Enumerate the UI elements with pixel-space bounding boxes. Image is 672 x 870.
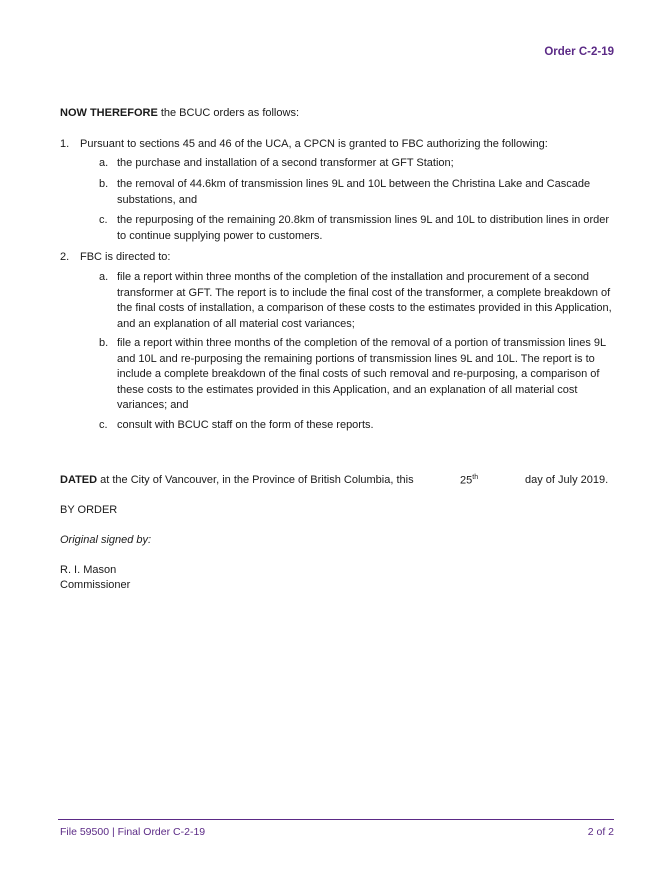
item-number: 1. — [60, 138, 70, 150]
signatory-name: R. I. Mason — [60, 564, 117, 576]
sub-letter: b. — [99, 178, 109, 190]
sub-letter: b. — [99, 337, 109, 349]
item-text: FBC is directed to: — [80, 251, 171, 263]
item-text: Pursuant to sections 45 and 46 of the UCA, a CPCN is granted to FBC authorizing the following: — [80, 138, 548, 150]
order-number: Order C-2-19 — [544, 46, 614, 58]
sub-text: the purchase and installation of a second transformer at GFT Station; — [117, 157, 454, 169]
dated-text — [60, 474, 414, 486]
sub-text: file a report within three months of the completion of the removal of a portion of transmission lines 9L and 10L and re-purposing the remaining portions of transmission lines 9L and 10L. The report is to include a complete breakdown of the final costs of such removal and re-purposing, a comparison of these costs to the estimates provided in this Application, and an explanation of all material cost variances; and — [117, 337, 606, 411]
by-order: BY ORDER — [60, 504, 118, 516]
sub-letter: a. — [99, 271, 109, 283]
dated-day — [460, 474, 478, 487]
day-number: 25 — [460, 474, 473, 487]
sub-letter: c. — [99, 214, 108, 226]
sub-letter: a. — [99, 157, 109, 169]
dated-bold: DATED — [60, 474, 98, 486]
sub-text: file a report within three months of the completion of the installation and procurement of a second transformer at GFT. The report is to include the final cost of the transformer, a complete breakdown of the final costs of installation, a comparison of these costs to the estimates provided in this Application, and an explanation of all material cost variances; — [117, 271, 612, 330]
item-number: 2. — [60, 251, 70, 263]
dated-rest: at the City of Vancouver, in the Province of British Columbia, this — [97, 474, 414, 486]
sub-text: the repurposing of the remaining 20.8km of transmission lines 9L and 10L to distribution lines in order to continue supplying power to customers. — [117, 214, 610, 242]
signatory-title: Commissioner — [60, 579, 131, 591]
sub-text: the removal of 44.6km of transmission lines 9L and 10L between the Christina Lake and Cascade substations, and — [117, 178, 591, 206]
original-signed: Original signed by: — [60, 534, 152, 546]
footer-file-ref: File 59500 | Final Order C-2-19 — [60, 826, 206, 838]
dated-month-year: day of July 2019. — [525, 474, 609, 486]
sub-text: consult with BCUC staff on the form of these reports. — [117, 419, 374, 431]
day-suffix: th — [472, 474, 479, 481]
intro-paragraph — [60, 107, 299, 119]
footer-divider — [58, 819, 614, 820]
footer-page-number: 2 of 2 — [587, 826, 614, 838]
sub-letter: c. — [99, 419, 108, 431]
intro-text: the BCUC orders as follows: — [157, 107, 299, 119]
intro-bold: NOW THEREFORE — [60, 107, 158, 119]
